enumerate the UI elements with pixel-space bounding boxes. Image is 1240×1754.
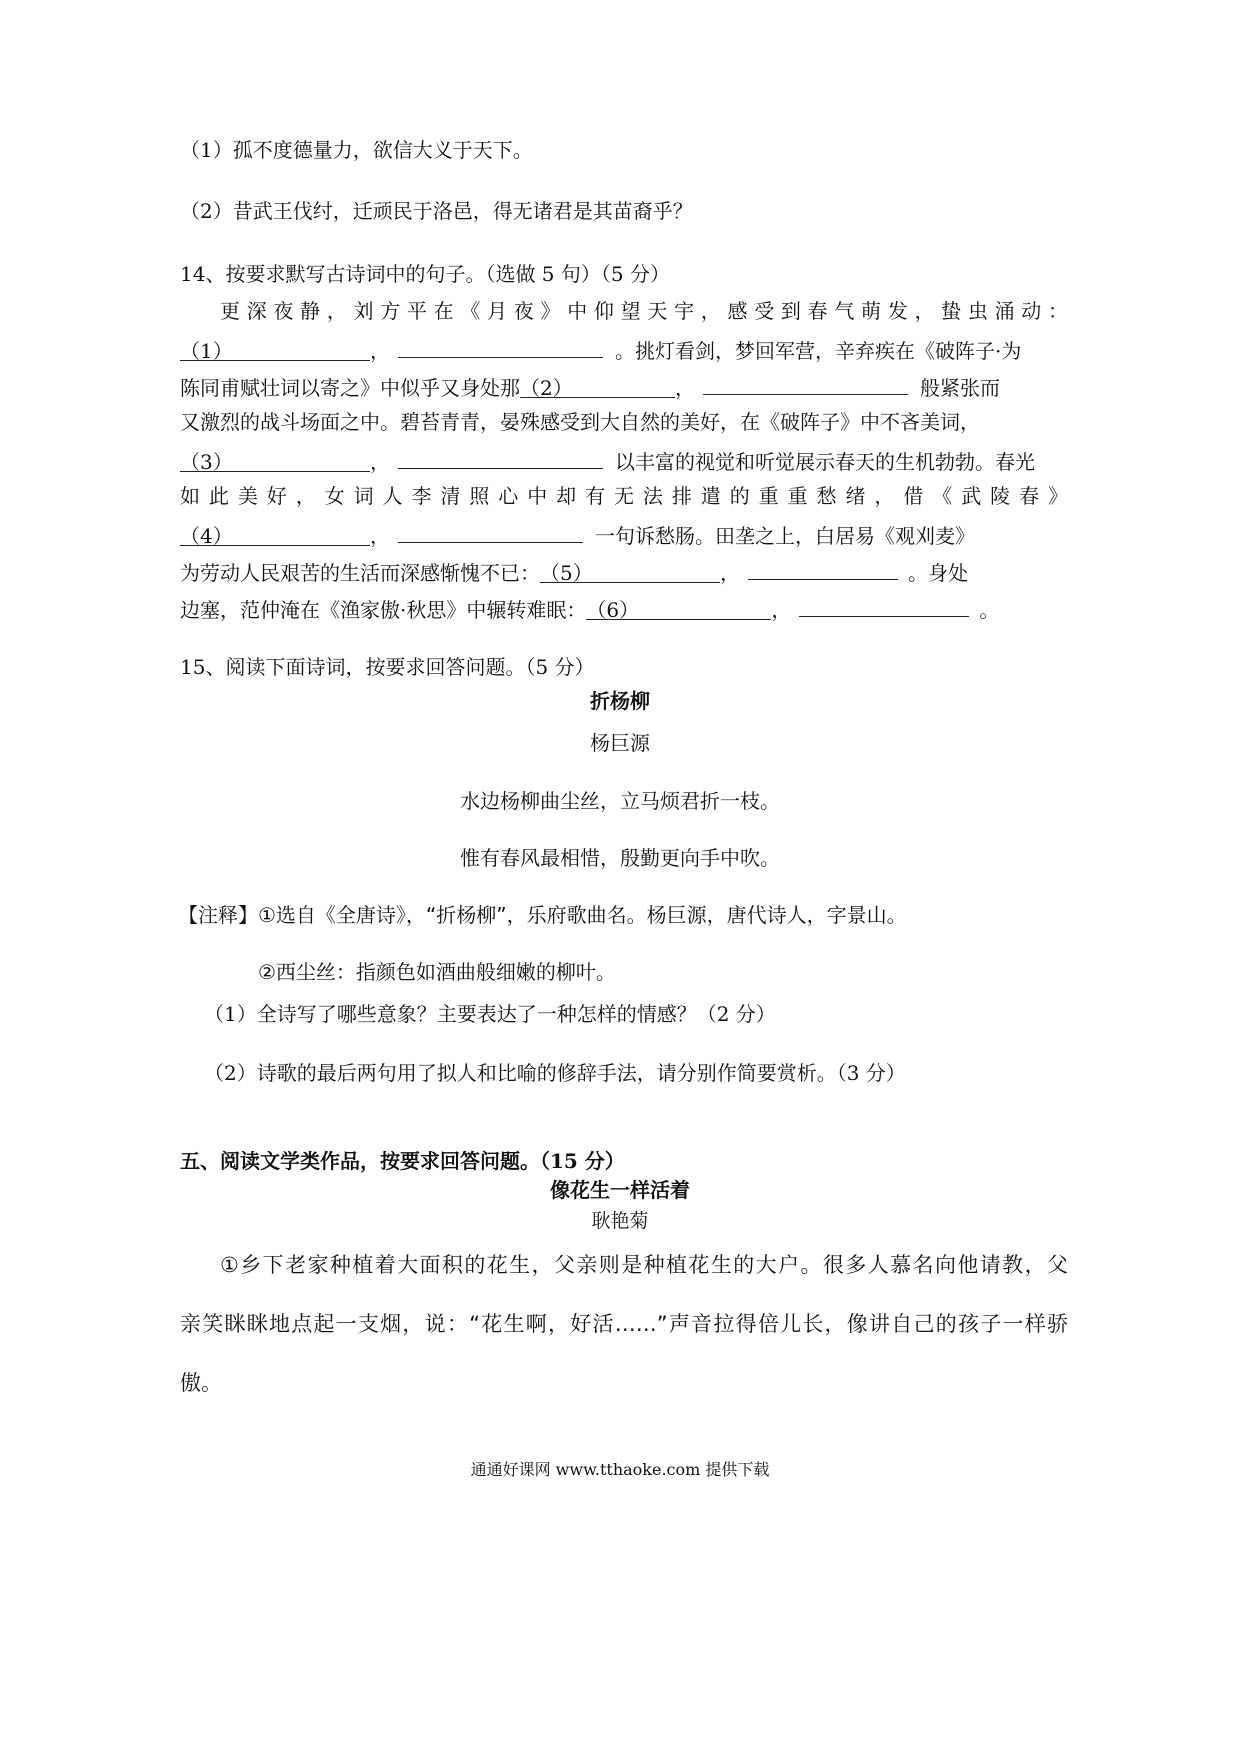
q13-item-1: （1）孤不度德量力，欲信大义于天下。 [180, 138, 533, 162]
q15-heading: 15、阅读下面诗词，按要求回答问题。（5 分） [180, 655, 595, 679]
note-label: 【注释】 [178, 903, 258, 927]
answer-blank-1[interactable]: （1） [180, 336, 370, 361]
poem-note-2: ②西尘丝：指颜色如酒曲般细嫩的柳叶。 [258, 960, 616, 984]
q13-item-2: （2）昔武王伐纣，迁顽民于洛邑，得无诸君是其苗裔乎？ [180, 199, 693, 223]
answer-blank-6b[interactable] [799, 592, 969, 617]
answer-blank-1b[interactable] [398, 333, 603, 358]
answer-blank-3b[interactable] [398, 444, 603, 469]
answer-blank-2b[interactable] [703, 370, 908, 395]
poem-title: 折杨柳 [590, 689, 650, 713]
q14-line-6: 如此美好，女词人李清照心中却有无法排遣的重重愁绪，借《武陵春》 [180, 484, 1068, 508]
section5-heading: 五、阅读文学类作品，按要求回答问题。（15 分） [180, 1149, 625, 1173]
q14-line-7: （4） ， 一句诉愁肠。田垄之上，白居易《观刈麦》 [180, 518, 975, 551]
article-para-line-2: 亲笑眯眯地点起一支烟，说：“花生啊，好活……”声音拉得倍儿长，像讲自己的孩子一样骄 [180, 1312, 1068, 1336]
q14-line-3: 陈同甫赋壮词以寄之》中似乎又身处那（2） ， 般紧张而 [180, 370, 1000, 403]
answer-blank-2[interactable]: （2） [520, 373, 675, 398]
q14-line-2: （1） ， 。挑灯看剑，梦回军营，辛弃疾在《破阵子·为 [180, 333, 1021, 366]
q14-heading: 14、按要求默写古诗词中的句子。（选做 5 句）（5 分） [180, 262, 670, 286]
answer-blank-4[interactable]: （4） [180, 521, 370, 546]
page-footer: 通通好课网 www.tthaoke.com 提供下载 [470, 1460, 770, 1479]
poem-line-2: 惟有春风最相惜，殷勤更向手中吹。 [460, 846, 780, 870]
answer-blank-5[interactable]: （5） [540, 558, 720, 583]
article-para-line-1: ①乡下老家种植着大面积的花生，父亲则是种植花生的大户。很多人慕名向他请教，父 [220, 1253, 1068, 1277]
q14-line-4: 又激烈的战斗场面之中。碧苔青青，晏殊感受到大自然的美好，在《破阵子》中不吝美词， [180, 410, 980, 434]
answer-blank-5b[interactable] [748, 555, 898, 580]
answer-blank-4b[interactable] [398, 518, 583, 543]
poem-author: 杨巨源 [590, 731, 650, 755]
q14-line-5: （3） ， 以丰富的视觉和听觉展示春天的生机勃勃。春光 [180, 444, 1035, 477]
answer-blank-6[interactable]: （6） [586, 595, 771, 620]
article-para-line-3: 傲。 [180, 1371, 222, 1395]
poem-note-1: 【注释】①选自《全唐诗》，“折杨柳”，乐府歌曲名。杨巨源，唐代诗人，字景山。 [178, 903, 907, 927]
article-title: 像花生一样活着 [550, 1178, 690, 1202]
q15-sub-2: （2）诗歌的最后两句用了拟人和比喻的修辞手法，请分别作简要赏析。（3 分） [204, 1061, 906, 1085]
answer-blank-3[interactable]: （3） [180, 447, 370, 472]
q14-line-1: 更深夜静，刘方平在《月夜》中仰望天宇，感受到春气萌发，蛰虫涌动： [220, 299, 1068, 323]
article-author: 耿艳菊 [591, 1210, 649, 1232]
poem-line-1: 水边杨柳曲尘丝，立马烦君折一枝。 [460, 789, 780, 813]
q15-sub-1: （1）全诗写了哪些意象？主要表达了一种怎样的情感？（2 分） [204, 1002, 776, 1026]
q14-line-9: 边塞，范仲淹在《渔家傲·秋思》中辗转难眠：（6） ， 。 [180, 592, 999, 625]
q14-line-8: 为劳动人民艰苦的生活而深感惭愧不已：（5） ， 。身处 [180, 555, 968, 588]
